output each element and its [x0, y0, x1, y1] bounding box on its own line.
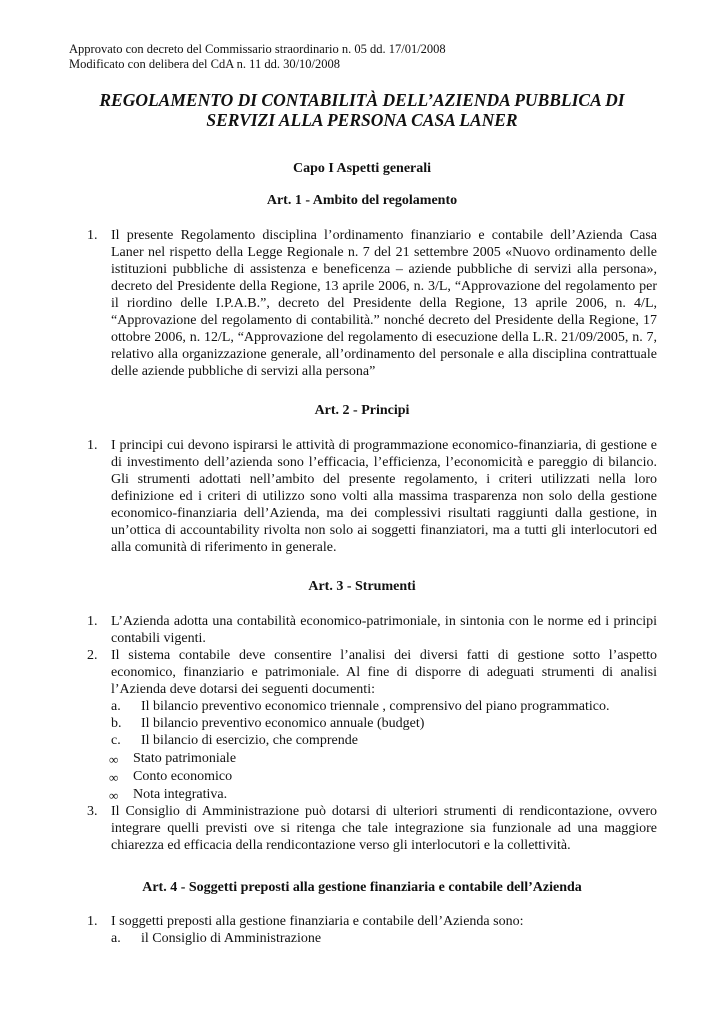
modification-note: Modificato con delibera del CdA n. 11 dd. 30/10/2008: [69, 57, 341, 71]
title-line: SERVIZI ALLA PERSONA CASA LANER: [206, 110, 518, 130]
item-number: 1.: [87, 914, 98, 929]
article-paragraph: I principi cui devono ispirarsi le attività di programmazione economico-finanziaria, di gestione e di investimento dell’azienda sono l’efficacia, l’efficienza, l’economicità e pareggio di bilancio. Gli strumenti adottati nell’ambito del presente regolamento, i criteri utilizzati nella loro definizione ed i criteri di utilizzo sono volti alla massima trasparenza non solo della gestione economico-finanziaria dell’Azienda, ma dei complessivi risultati raggiunti dalla gestione, in un’ottica di accountability rivolta non solo ai soggetti finanziatori, ma a tutti gli interlocutori ed alla comunità di riferimento in generale.: [111, 438, 657, 555]
infinity-bullet-icon: ∞: [109, 770, 119, 785]
sub-item-text: Il bilancio di esercizio, che comprende: [141, 733, 358, 748]
sub-item-letter: a.: [111, 699, 121, 714]
item-number: 1.: [87, 438, 98, 453]
title-line: REGOLAMENTO DI CONTABILITÀ DELL’AZIENDA PUBBLICA DI: [99, 90, 625, 110]
item-number: 1.: [87, 228, 98, 243]
sub-item-letter: a.: [111, 931, 121, 946]
article-paragraph: L’Azienda adotta una contabilità economico-patrimoniale, in sintonia con le norme ed i principi contabili vigenti.: [111, 614, 657, 646]
bullet-item: Nota integrativa.: [133, 787, 228, 802]
article-paragraph: Il sistema contabile deve consentire l’analisi dei diversi fatti di gestione sotto l’aspetto economico, finanziario e patrimoniale. Al fine di disporre di adeguati strumenti di analisi l’Azienda deve dotarsi dei seguenti documenti:: [111, 648, 657, 697]
article-heading: Art. 2 - Principi: [314, 403, 410, 418]
item-number: 2.: [87, 648, 98, 663]
document-title: [60, 90, 664, 130]
approval-note: Approvato con decreto del Commissario straordinario n. 05 dd. 17/01/2008: [69, 42, 446, 56]
article-paragraph: Il presente Regolamento disciplina l’ordinamento finanziario e contabile dell’Azienda Casa Laner nel rispetto della Legge Regionale n. 7 del 21 settembre 2005 «Nuovo ordinamento delle istituzioni pubbliche di assistenza e beneficenza – aziende pubbliche di servizi alla persona», decreto del Presidente della Regione, 13 aprile 2006, n. 3/L, “Approvazione del regolamento per il riordino delle I.P.A.B.”, decreto del Presidente della Regione, 13 aprile 2006, n. 4/L, “Approvazione del regolamento di contabilità.” nonché decreto del Presidente della Regione, 17 ottobre 2006, n. 12/L, “Approvazione del regolamento di esecuzione della L.R. 21/09/2005, n. 7, relativo alla organizzazione generale, all’ordinamento del personale e alla disciplina contrattuale delle aziende pubbliche di servizi alla persona”: [111, 228, 657, 379]
sub-item-text: Il bilancio preventivo economico annuale (budget): [141, 716, 425, 731]
sub-item-text: il Consiglio di Amministrazione: [141, 931, 322, 946]
item-number: 1.: [87, 614, 98, 629]
approval-notes: [69, 42, 446, 72]
infinity-bullet-icon: ∞: [109, 788, 119, 803]
article-heading: Art. 1 - Ambito del regolamento: [266, 193, 458, 208]
bullet-item: Stato patrimoniale: [133, 751, 237, 766]
item-number: 3.: [87, 804, 98, 819]
article-paragraph: I soggetti preposti alla gestione finanziaria e contabile dell’Azienda sono:: [111, 914, 524, 929]
infinity-bullet-icon: ∞: [109, 752, 119, 767]
article-heading: Art. 3 - Strumenti: [308, 579, 416, 594]
sub-item-text: Il bilancio preventivo economico triennale , comprensivo del piano programmatico.: [141, 699, 610, 714]
sub-item-letter: b.: [111, 716, 122, 731]
bullet-item: Conto economico: [133, 769, 233, 784]
chapter-heading: Capo I Aspetti generali: [292, 161, 432, 176]
article-paragraph: Il Consiglio di Amministrazione può dotarsi di ulteriori strumenti di rendicontazione, ovvero integrare quelli previsti ove si ritenga che tale integrazione sia funzionale ad una maggiore chiarezza ed efficacia della rendicontazione verso gli interlocutori e la collettività.: [111, 804, 657, 853]
sub-item-letter: c.: [111, 733, 121, 748]
article-heading: Art. 4 - Soggetti preposti alla gestione finanziaria e contabile dell’Azienda: [142, 880, 582, 895]
